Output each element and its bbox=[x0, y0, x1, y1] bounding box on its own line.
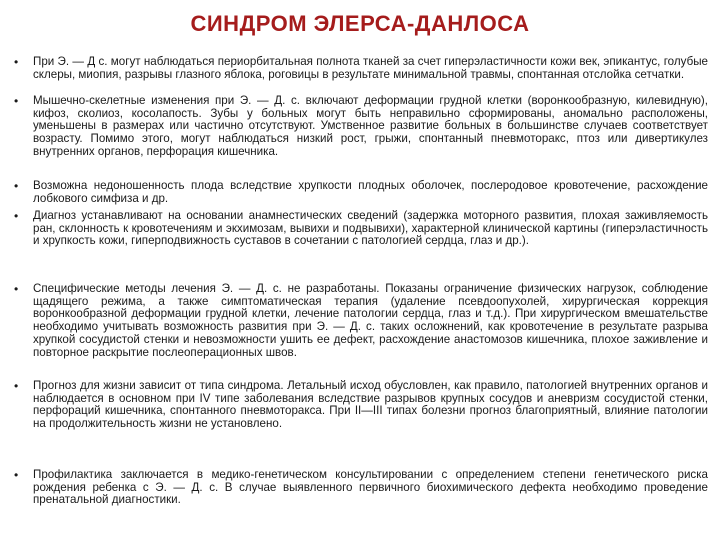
bullet-marker: • bbox=[14, 379, 19, 393]
bullet-text: Диагноз устанавливают на основании анамнестических сведений (задержка моторного развития, плохая заживляемость ран, склонность к кровотечениям и экхимозам, вывихи и подвывихи), характерной клинической картины (гиперэластичность и хрупкость кожи, гиперподвижность суставов в сочетании с патологией сердца, глаз и др.). bbox=[33, 209, 708, 248]
bullet-text: При Э. — Д с. могут наблюдаться периорбитальная полнота тканей за счет гиперэластичности кожи век, эпикантус, голубые склеры, миопия, разрывы глазного яблока, роговицы в результате минимальной травмы, спонтанная отслойка сетчатки. bbox=[33, 55, 708, 81]
bullet-marker: • bbox=[14, 179, 19, 193]
bullet-text: Специфические методы лечения Э. — Д. с. не разработаны. Показаны ограничение физических нагрузок, соблюдение щадящего режима, а также симптоматическая терапия (удаление псевдоопухолей, хирургическая коррекция воронкообразной деформации грудной клетки, лечение патологии сердца, глаз и т.д.). При хирургическом вмешательстве необходимо учитывать возможность развития при Э. — Д. с. таких осложнений, как кровотечение в результате разрыва хрупкой сосудистой стенки и невозможности ушить ее дефект, расхождение анастомозов кишечника, плохое заживление и повторное раскрытие послеоперационных швов. bbox=[33, 282, 708, 359]
bullet-marker: • bbox=[14, 94, 19, 108]
list-item bbox=[14, 380, 708, 431]
list-item bbox=[14, 210, 708, 248]
list-item bbox=[14, 95, 708, 159]
bullet-text: Профилактика заключается в медико-генетическом консультировании с определением степени генетического риска рождения ребенка с Э. — Д. с. В случае выявленного первичного биохимического дефекта необходимо проведение пренатальной диагностики. bbox=[33, 468, 708, 507]
bullet-marker: • bbox=[14, 209, 19, 223]
bullet-marker: • bbox=[14, 468, 19, 482]
bullet-marker: • bbox=[14, 282, 19, 296]
list-item bbox=[14, 180, 708, 205]
list-item bbox=[14, 469, 708, 507]
list-item bbox=[14, 56, 708, 81]
bullet-text: Мышечно-скелетные изменения при Э. — Д. с. включают деформации грудной клетки (воронкообразную, килевидную), кифоз, сколиоз, косолапость. Зубы у больных могут быть неправильно сформированы, аномально расположены, уменьшены в размерах или частично отсутствуют. Умственное развитие больных в большинстве случаев соответствует возрасту. Помимо этого, могут наблюдаться низкий рост, грыжи, спонтанный пневмоторакс, птоз или дивертикулез внутренних органов, перфорация кишечника. bbox=[33, 94, 708, 158]
bullet-text: Прогноз для жизни зависит от типа синдрома. Летальный исход обусловлен, как правило, патологией внутренних органов и наблюдается в основном при IV типе заболевания вследствие разрывов крупных сосудов и аневризм сосудистой стенки, перфораций кишечника, спонтанного пневмоторакса. При II—III типах болезни прогноз благоприятный, влияние патологии на продолжительность жизни не установлено. bbox=[33, 379, 708, 431]
bullet-text: Возможна недоношенность плода вследствие хрупкости плодных оболочек, послеродовое кровотечение, расхождение лобкового симфиза и др. bbox=[33, 179, 708, 205]
list-item bbox=[14, 283, 708, 359]
page-title: СИНДРОМ ЭЛЕРСА-ДАНЛОСА bbox=[190, 11, 530, 36]
bullet-marker: • bbox=[14, 55, 19, 69]
